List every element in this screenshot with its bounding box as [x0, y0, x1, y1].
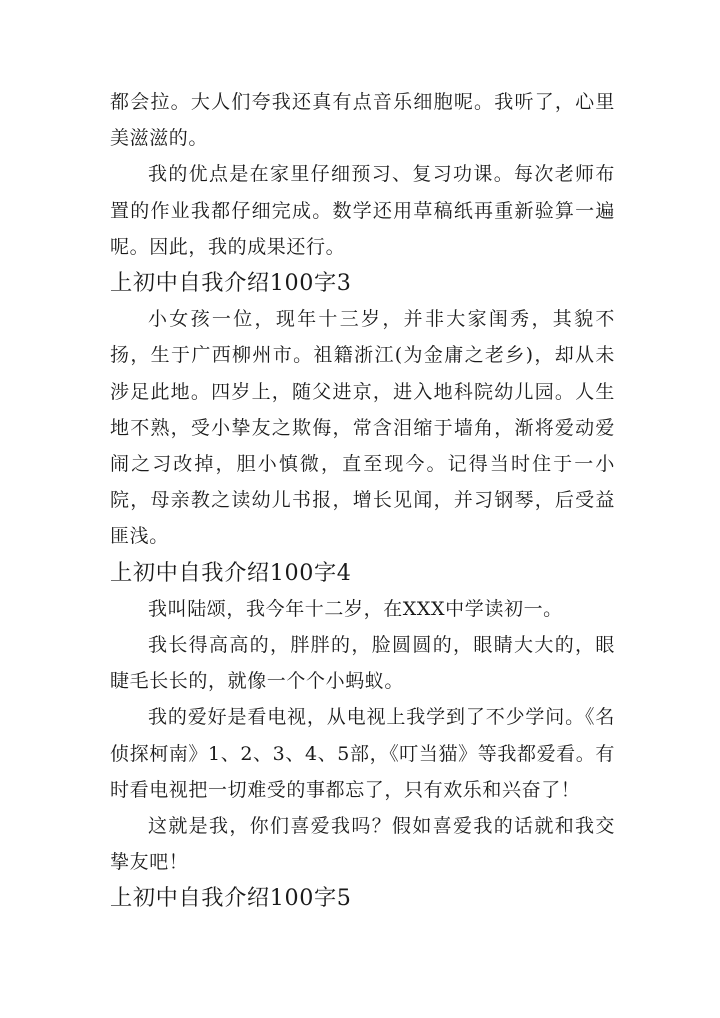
paragraph: 我叫陆颂，我今年十二岁，在XXX中学读初一。	[148, 597, 563, 620]
section-heading: 上初中自我介绍100字3	[110, 270, 352, 297]
paragraph: 我的优点是在家里仔细预习、复习功课。每次老师布置的作业我都仔细完成。数学还用草稿纸再重新验算一遍呢。因此，我的成果还行。	[110, 163, 615, 258]
section-heading: 上初中自我介绍100字5	[110, 885, 352, 912]
paragraph: 我长得高高的，胖胖的，脸圆圆的，眼睛大大的，眼睫毛长长的，就像一个个小蚂蚁。	[110, 634, 615, 693]
section-heading: 上初中自我介绍100字4	[110, 559, 352, 586]
paragraph: 小女孩一位，现年十三岁，并非大家闺秀，其貌不扬，生于广西柳州市。祖籍浙江(为金庸之老乡)，却从未涉足此地。四岁上，随父进京，进入地科院幼儿园。人生地不熟，受小挚友之欺侮，常含泪缩于墙角，渐将爱动爱闹之习改掉，胆小慎微，直至现今。记得当时住于一小院，母亲教之读幼儿书报，增长见闻，并习钢琴，后受益匪浅。	[110, 308, 615, 548]
paragraph: 都会拉。大人们夸我还真有点音乐细胞呢。我听了，心里美滋滋的。	[110, 91, 615, 150]
paragraph: 这就是我，你们喜爱我吗？假如喜爱我的话就和我交挚友吧！	[110, 815, 615, 874]
paragraph: 我的爱好是看电视，从电视上我学到了不少学问。《名侦探柯南》1、2、3、4、5部，《叮当猫》等我都爱看。有时看电视把一切难受的事都忘了，只有欢乐和兴奋了！	[110, 706, 615, 801]
document-body	[110, 84, 615, 917]
